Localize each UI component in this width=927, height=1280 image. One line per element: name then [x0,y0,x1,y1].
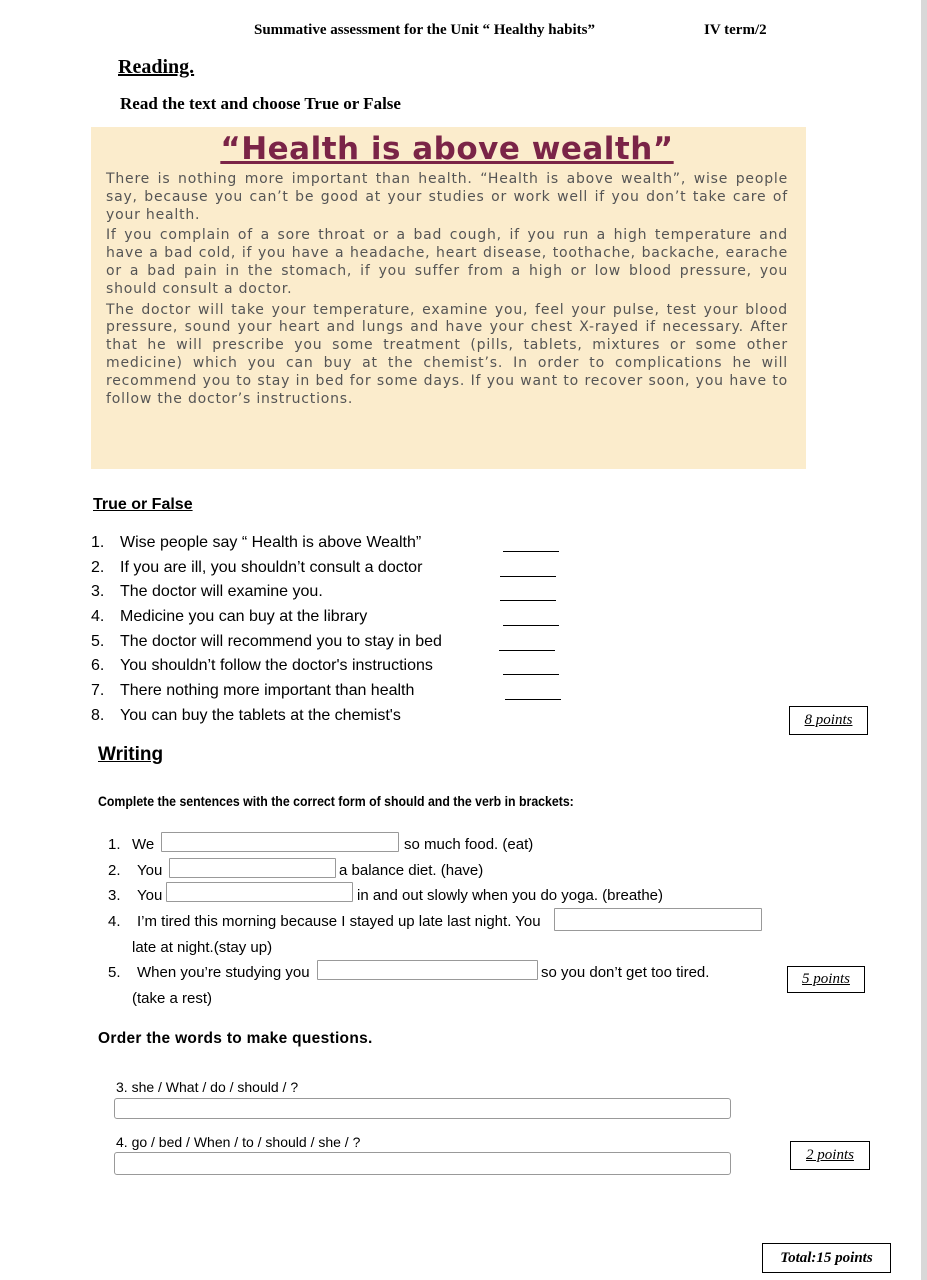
list-item [91,654,442,679]
answer-field-5[interactable] [317,960,538,980]
list-item [91,556,442,581]
list-item [91,605,442,630]
item-number: 4. [91,608,105,626]
answer-blank-2[interactable] [500,576,556,577]
question-3-answer-field[interactable] [114,1098,731,1119]
answer-field-3[interactable] [166,882,353,902]
writing-post-3: in and out slowly when you do yoga. (breathe) [357,887,664,904]
statement-text: There nothing more important than health [120,682,415,700]
term-label: IV term/2 [704,22,767,38]
writing-cont-4: late at night.(stay up) [132,939,273,956]
list-item [91,704,442,729]
passage-paragraph-2: If you complain of a sore throat or a bad cough, if you run a high temperature and have a bad cold, if you have a headache, heart disease, toothache, backache, earache or a bad pain in the stomach, if you suffer from a high or low blood pressure, you should consult a doctor. [106,227,788,297]
answer-blank-7[interactable] [505,699,561,700]
writing-cont-5: (take a rest) [132,990,213,1007]
answer-blank-6[interactable] [503,674,559,675]
order-heading: Order the words to make questions. [98,1030,373,1047]
list-item [91,531,442,556]
writing-pre-1: We [132,836,155,853]
statement-text: Medicine you can buy at the library [120,608,368,626]
writing-post-5: so you don’t get too tired. [541,964,710,981]
reading-heading: Reading. [118,56,195,78]
reading-instruction: Read the text and choose True or False [120,94,401,113]
answer-blank-3[interactable] [500,600,556,601]
writing-num-4: 4. [108,913,121,930]
list-item [91,630,442,655]
writing-points-box: 5 points [787,966,865,993]
list-item [91,679,442,704]
total-points-box: Total:15 points [762,1243,891,1273]
list-item [91,580,442,605]
writing-instruction: Complete the sentences with the correct form of should and the verb in brackets: [98,793,574,809]
reading-passage [91,127,806,469]
true-false-list [91,531,442,729]
statement-text: Wise people say “ Health is above Wealth” [120,534,422,551]
statement-text: If you are ill, you shouldn’t consult a doctor [120,558,423,576]
writing-post-1: so much food. (eat) [404,836,534,853]
answer-field-4[interactable] [554,908,762,931]
item-number: 3. [91,583,105,601]
answer-field-2[interactable] [169,858,336,878]
writing-pre-2: You [137,862,163,879]
statement-text: You shouldn’t follow the doctor's instructions [120,657,433,675]
question-3-prompt: 3. she / What / do / should / ? [116,1079,299,1095]
writing-pre-4: I’m tired this morning because I stayed up late last night. You [137,913,541,930]
writing-num-2: 2. [108,862,121,879]
writing-heading: Writing [98,744,164,765]
assessment-title: Summative assessment for the Unit “ Healthy habits” [254,22,595,38]
item-number: 5. [91,632,105,650]
item-number: 8. [91,706,105,724]
writing-num-1: 1. [108,836,121,853]
page-edge [921,0,927,1280]
answer-blank-1[interactable] [503,551,559,552]
answer-blank-4[interactable] [503,625,559,626]
question-4-prompt: 4. go / bed / When / to / should / she / ? [116,1134,361,1150]
true-false-heading: True or False [93,496,193,513]
writing-num-3: 3. [108,887,121,904]
reading-points-box: 8 points [789,706,868,735]
statement-text: The doctor will recommend you to stay in bed [120,632,442,650]
writing-post-2: a balance diet. (have) [339,862,484,879]
writing-pre-3: You [137,887,163,904]
statement-text: You can buy the tablets at the chemist's [120,706,401,724]
item-number: 7. [91,682,105,700]
order-points-box: 2 points [790,1141,870,1170]
passage-title: “Health is above wealth” [220,131,674,167]
writing-pre-5: When you’re studying you [137,964,310,981]
statement-text: The doctor will examine you. [120,583,323,601]
writing-num-5: 5. [108,964,121,981]
item-number: 6. [91,657,105,675]
question-4-answer-field[interactable] [114,1152,731,1175]
passage-paragraph-3: The doctor will take your temperature, examine you, feel your pulse, test your blood pressure, sound your heart and lungs and have your chest X-rayed if necessary. After that he will prescribe you some treatment (pills, tablets, mixtures or some other medicine) which you can buy at the chemist’s. In order to complications he will recommend you to stay in bed for some days. If you want to recover soon, you have to follow the doctor’s instructions. [106,301,788,407]
item-number: 2. [91,558,105,576]
answer-field-1[interactable] [161,832,399,852]
item-number: 1. [91,534,105,551]
passage-paragraph-1: There is nothing more important than health. “Health is above wealth”, wise people say, because you can’t be good at your studies or work well if you don’t take care of your health. [106,171,788,223]
answer-blank-5[interactable] [499,650,555,651]
